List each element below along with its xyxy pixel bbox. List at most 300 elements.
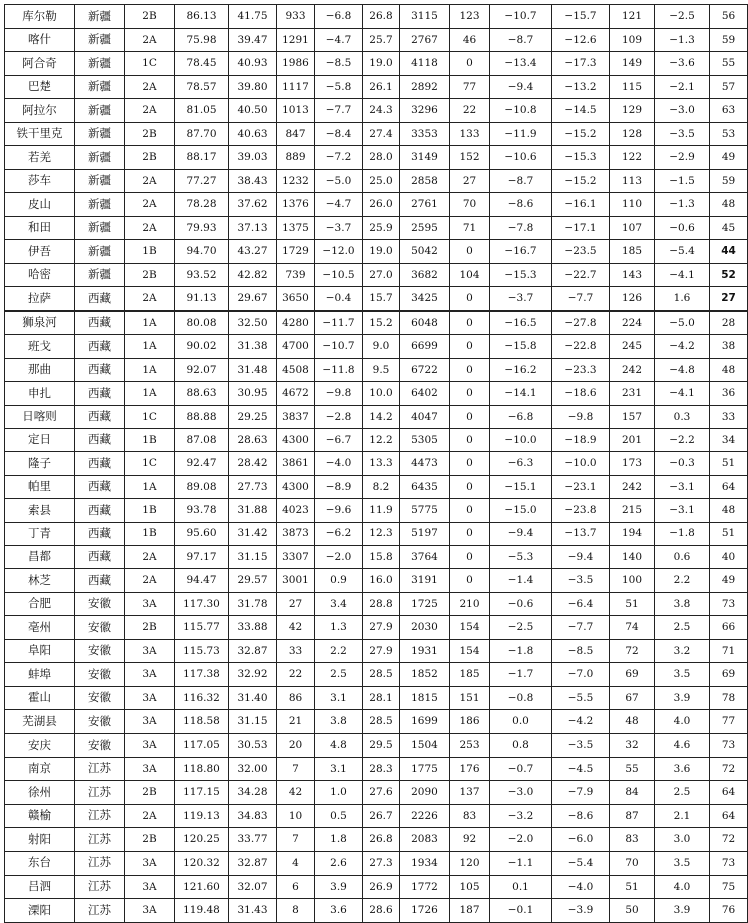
data-cell: 4.0	[655, 875, 710, 899]
data-cell: −1.8	[490, 639, 552, 663]
data-cell: −3.7	[490, 287, 552, 311]
data-cell: −3.1	[655, 475, 710, 498]
data-cell: 32.07	[229, 875, 277, 899]
table-row	[5, 428, 748, 451]
table-row	[5, 733, 748, 757]
data-cell: 2595	[400, 216, 450, 240]
data-cell: 51	[610, 875, 655, 899]
data-cell: 0	[450, 545, 490, 568]
data-cell: 117.38	[175, 663, 229, 687]
data-cell: 32	[610, 733, 655, 757]
data-cell: −1.8	[655, 522, 710, 545]
data-cell: 6	[277, 875, 315, 899]
data-cell: 176	[450, 757, 490, 781]
table-row	[5, 569, 748, 592]
province-cell: 西藏	[75, 522, 125, 545]
province-cell: 新疆	[75, 146, 125, 170]
data-cell: 3.1	[315, 757, 363, 781]
data-cell: 2761	[400, 193, 450, 217]
province-cell: 西藏	[75, 312, 125, 335]
data-cell: 63	[710, 99, 748, 123]
data-cell: −6.2	[315, 522, 363, 545]
data-cell: 28.5	[363, 710, 400, 734]
data-cell: 3.9	[655, 686, 710, 710]
data-cell: 109	[610, 28, 655, 52]
data-cell: 110	[610, 193, 655, 217]
data-cell: −8.7	[490, 169, 552, 193]
data-cell: −11.7	[315, 312, 363, 335]
data-cell: −0.3	[655, 452, 710, 475]
data-cell: 26.0	[363, 193, 400, 217]
data-cell: −15.3	[490, 263, 552, 287]
data-cell: −0.6	[490, 592, 552, 615]
data-cell: 1A	[125, 358, 175, 381]
data-cell: −17.3	[552, 52, 610, 76]
data-cell: −0.6	[655, 216, 710, 240]
data-cell: −15.3	[552, 146, 610, 170]
data-cell: 87.08	[175, 428, 229, 451]
data-cell: 120.25	[175, 828, 229, 852]
data-cell: 215	[610, 499, 655, 522]
data-cell: −23.5	[552, 240, 610, 264]
data-cell: 91.13	[175, 287, 229, 311]
station-name-cell: 狮泉河	[5, 312, 75, 335]
data-cell: 0	[450, 240, 490, 264]
data-cell: 1A	[125, 335, 175, 358]
data-cell: 28	[710, 312, 748, 335]
data-cell: −2.2	[655, 428, 710, 451]
data-cell: 25.9	[363, 216, 400, 240]
data-cell: 74	[610, 616, 655, 640]
data-cell: −12.0	[315, 240, 363, 264]
data-cell: 29.57	[229, 569, 277, 592]
data-cell: 1772	[400, 875, 450, 899]
data-cell: 71	[450, 216, 490, 240]
data-cell: 40.93	[229, 52, 277, 76]
data-cell: −13.2	[552, 75, 610, 99]
data-cell: −4.1	[655, 382, 710, 405]
data-cell: 94.47	[175, 569, 229, 592]
data-cell: 64	[710, 781, 748, 805]
data-cell: 4473	[400, 452, 450, 475]
table-row	[5, 240, 748, 264]
data-cell: 14.2	[363, 405, 400, 428]
data-cell: 48	[710, 499, 748, 522]
data-cell: −2.0	[490, 828, 552, 852]
table-row	[5, 52, 748, 76]
data-cell: 0	[450, 405, 490, 428]
province-cell: 西藏	[75, 452, 125, 475]
data-cell: −1.5	[655, 169, 710, 193]
data-cell: −8.7	[490, 28, 552, 52]
data-cell: 117.05	[175, 733, 229, 757]
data-cell: 15.2	[363, 312, 400, 335]
province-cell: 江苏	[75, 757, 125, 781]
data-cell: −3.2	[490, 804, 552, 828]
data-cell: 48	[710, 193, 748, 217]
data-cell: −3.9	[552, 899, 610, 923]
data-cell: 1232	[277, 169, 315, 193]
data-cell: 0	[450, 499, 490, 522]
data-cell: 1815	[400, 686, 450, 710]
data-cell: −3.7	[315, 216, 363, 240]
data-cell: 118.80	[175, 757, 229, 781]
data-cell: −11.9	[490, 122, 552, 146]
data-cell: 2A	[125, 75, 175, 99]
data-cell: 70	[450, 193, 490, 217]
data-cell: 41.75	[229, 5, 277, 29]
data-cell: 4118	[400, 52, 450, 76]
data-cell: −5.8	[315, 75, 363, 99]
data-cell: 4023	[277, 499, 315, 522]
data-cell: 31.40	[229, 686, 277, 710]
data-cell: 51	[710, 522, 748, 545]
data-cell: 94.70	[175, 240, 229, 264]
data-cell: 59	[710, 28, 748, 52]
data-cell: 88.17	[175, 146, 229, 170]
data-cell: 115	[610, 75, 655, 99]
data-cell: −0.8	[490, 686, 552, 710]
province-cell: 新疆	[75, 216, 125, 240]
data-cell: 2A	[125, 216, 175, 240]
data-cell: 26.7	[363, 804, 400, 828]
data-cell: −23.3	[552, 358, 610, 381]
data-cell: 120.32	[175, 851, 229, 875]
data-cell: 4.6	[655, 733, 710, 757]
table-row	[5, 287, 748, 311]
data-cell: 27.9	[363, 616, 400, 640]
province-cell: 西藏	[75, 335, 125, 358]
table-row	[5, 28, 748, 52]
data-cell: 133	[450, 122, 490, 146]
data-cell: 38.43	[229, 169, 277, 193]
data-cell: 3650	[277, 287, 315, 311]
data-cell: 43.27	[229, 240, 277, 264]
data-cell: 31.38	[229, 335, 277, 358]
data-cell: −6.0	[552, 828, 610, 852]
data-cell: 83	[450, 804, 490, 828]
data-cell: 27.4	[363, 122, 400, 146]
data-cell: −22.8	[552, 335, 610, 358]
station-name-cell: 芜湖县	[5, 710, 75, 734]
station-name-cell: 库尔勒	[5, 5, 75, 29]
data-cell: 4280	[277, 312, 315, 335]
data-cell: −7.7	[315, 99, 363, 123]
data-cell: −2.9	[655, 146, 710, 170]
data-cell: 1504	[400, 733, 450, 757]
data-cell: 3115	[400, 5, 450, 29]
data-cell: 3296	[400, 99, 450, 123]
data-cell: −15.2	[552, 169, 610, 193]
data-cell: 3.6	[315, 899, 363, 923]
data-cell: 19.0	[363, 240, 400, 264]
table-row	[5, 545, 748, 568]
data-cell: 4672	[277, 382, 315, 405]
data-cell: 73	[710, 592, 748, 615]
data-cell: 1B	[125, 499, 175, 522]
data-cell: −5.0	[315, 169, 363, 193]
data-cell: 81.05	[175, 99, 229, 123]
station-name-cell: 蚌埠	[5, 663, 75, 687]
data-cell: −2.1	[655, 75, 710, 99]
data-cell: 49	[710, 569, 748, 592]
data-cell: 25.0	[363, 169, 400, 193]
province-cell: 西藏	[75, 569, 125, 592]
province-cell: 新疆	[75, 52, 125, 76]
data-cell: −4.0	[315, 452, 363, 475]
data-cell: 1B	[125, 240, 175, 264]
data-cell: 187	[450, 899, 490, 923]
station-name-cell: 那曲	[5, 358, 75, 381]
data-cell: 3A	[125, 875, 175, 899]
data-cell: −1.7	[490, 663, 552, 687]
data-cell: 31.15	[229, 710, 277, 734]
data-cell: −4.2	[552, 710, 610, 734]
data-cell: 8	[277, 899, 315, 923]
data-cell: −22.7	[552, 263, 610, 287]
data-cell: 86.13	[175, 5, 229, 29]
data-cell: 73	[710, 733, 748, 757]
climate-table-block-3	[4, 615, 748, 923]
data-cell: 140	[610, 545, 655, 568]
data-cell: 0.5	[315, 804, 363, 828]
data-cell: 3682	[400, 263, 450, 287]
data-cell: 33.88	[229, 616, 277, 640]
data-cell: 115.73	[175, 639, 229, 663]
station-name-cell: 东台	[5, 851, 75, 875]
data-cell: 46	[450, 28, 490, 52]
data-cell: 69	[710, 663, 748, 687]
data-cell: 121.60	[175, 875, 229, 899]
data-cell: 71	[710, 639, 748, 663]
data-cell: 1.6	[655, 287, 710, 311]
data-cell: 3861	[277, 452, 315, 475]
data-cell: 26.8	[363, 5, 400, 29]
data-cell: 1775	[400, 757, 450, 781]
data-cell: 64	[710, 475, 748, 498]
data-cell: 97.17	[175, 545, 229, 568]
data-cell: 0.6	[655, 545, 710, 568]
station-name-cell: 赣榆	[5, 804, 75, 828]
data-cell: 2.2	[655, 569, 710, 592]
data-cell: 1.3	[315, 616, 363, 640]
data-cell: 45	[710, 216, 748, 240]
data-cell: 0	[450, 428, 490, 451]
data-cell: 77.27	[175, 169, 229, 193]
data-cell: −11.8	[315, 358, 363, 381]
data-cell: 242	[610, 358, 655, 381]
data-cell: 1852	[400, 663, 450, 687]
data-cell: 157	[610, 405, 655, 428]
data-cell: 31.48	[229, 358, 277, 381]
data-cell: −9.4	[490, 75, 552, 99]
data-cell: 1A	[125, 312, 175, 335]
station-name-cell: 班戈	[5, 335, 75, 358]
data-cell: −16.7	[490, 240, 552, 264]
station-name-cell: 阜阳	[5, 639, 75, 663]
data-cell: 123	[450, 5, 490, 29]
data-cell: 2030	[400, 616, 450, 640]
station-name-cell: 射阳	[5, 828, 75, 852]
data-cell: 2A	[125, 545, 175, 568]
data-cell: 3873	[277, 522, 315, 545]
data-cell: 3.6	[655, 757, 710, 781]
data-cell: 89.08	[175, 475, 229, 498]
data-cell: −7.9	[552, 781, 610, 805]
data-cell: −5.4	[552, 851, 610, 875]
data-cell: 66	[710, 616, 748, 640]
data-cell: 11.9	[363, 499, 400, 522]
data-cell: −3.0	[655, 99, 710, 123]
data-cell: 3.9	[315, 875, 363, 899]
data-cell: −1.3	[655, 193, 710, 217]
station-name-cell: 和田	[5, 216, 75, 240]
data-cell: 27	[450, 169, 490, 193]
data-cell: −15.0	[490, 499, 552, 522]
data-cell: 5775	[400, 499, 450, 522]
data-cell: 3A	[125, 899, 175, 923]
data-cell: 39.47	[229, 28, 277, 52]
data-cell: 3A	[125, 710, 175, 734]
data-cell: 42	[277, 781, 315, 805]
data-cell: 32.50	[229, 312, 277, 335]
data-cell: 92.07	[175, 358, 229, 381]
data-cell: 25.7	[363, 28, 400, 52]
data-cell: 70	[610, 851, 655, 875]
data-cell: 59	[710, 169, 748, 193]
data-cell: −2.8	[315, 405, 363, 428]
table-row	[5, 382, 748, 405]
data-cell: 7	[277, 828, 315, 852]
climate-table-block-1	[4, 4, 748, 311]
data-cell: 49	[710, 146, 748, 170]
data-cell: 242	[610, 475, 655, 498]
station-name-cell: 隆子	[5, 452, 75, 475]
data-cell: 0	[450, 522, 490, 545]
table-row	[5, 475, 748, 498]
province-cell: 新疆	[75, 28, 125, 52]
data-cell: 32.87	[229, 639, 277, 663]
table-row	[5, 146, 748, 170]
data-cell: −3.1	[655, 499, 710, 522]
data-cell: 6699	[400, 335, 450, 358]
table-row	[5, 639, 748, 663]
data-cell: 77	[710, 710, 748, 734]
data-cell: 3149	[400, 146, 450, 170]
data-cell: 115.77	[175, 616, 229, 640]
data-cell: 5042	[400, 240, 450, 264]
data-cell: −2.5	[490, 616, 552, 640]
table-row	[5, 216, 748, 240]
station-name-cell: 定日	[5, 428, 75, 451]
data-cell: −6.3	[490, 452, 552, 475]
data-cell: −9.4	[490, 522, 552, 545]
data-cell: 0.8	[490, 733, 552, 757]
data-cell: 2A	[125, 99, 175, 123]
data-cell: 1.0	[315, 781, 363, 805]
data-cell: 12.2	[363, 428, 400, 451]
data-cell: 2A	[125, 569, 175, 592]
data-cell: 76	[710, 899, 748, 923]
climate-table-block-2	[4, 311, 748, 616]
data-cell: 56	[710, 5, 748, 29]
data-cell: −1.1	[490, 851, 552, 875]
data-cell: 3.1	[315, 686, 363, 710]
data-cell: −27.8	[552, 312, 610, 335]
data-cell: −23.1	[552, 475, 610, 498]
data-cell: 27.73	[229, 475, 277, 498]
data-cell: −10.0	[552, 452, 610, 475]
data-cell: 55	[610, 757, 655, 781]
data-cell: 93.78	[175, 499, 229, 522]
data-cell: 24.3	[363, 99, 400, 123]
data-cell: 6048	[400, 312, 450, 335]
data-cell: 3001	[277, 569, 315, 592]
data-cell: 3A	[125, 757, 175, 781]
data-cell: 113	[610, 169, 655, 193]
data-cell: 9.5	[363, 358, 400, 381]
province-cell: 安徽	[75, 686, 125, 710]
table-row	[5, 686, 748, 710]
data-cell: 104	[450, 263, 490, 287]
data-cell: 21	[277, 710, 315, 734]
data-cell: 1C	[125, 405, 175, 428]
province-cell: 江苏	[75, 828, 125, 852]
province-cell: 西藏	[75, 545, 125, 568]
table-row	[5, 875, 748, 899]
data-cell: 253	[450, 733, 490, 757]
data-cell: 92.47	[175, 452, 229, 475]
data-cell: 933	[277, 5, 315, 29]
province-cell: 安徽	[75, 710, 125, 734]
data-cell: −4.5	[552, 757, 610, 781]
data-cell: 48	[710, 358, 748, 381]
station-name-cell: 若羌	[5, 146, 75, 170]
data-cell: 78.57	[175, 75, 229, 99]
data-cell: −8.9	[315, 475, 363, 498]
data-cell: 27.0	[363, 263, 400, 287]
province-cell: 西藏	[75, 405, 125, 428]
data-cell: 1726	[400, 899, 450, 923]
data-cell: 2.5	[655, 616, 710, 640]
data-cell: 2A	[125, 287, 175, 311]
data-cell: −7.0	[552, 663, 610, 687]
data-cell: 51	[610, 592, 655, 615]
data-cell: −7.2	[315, 146, 363, 170]
data-cell: 52	[710, 263, 748, 287]
data-cell: −7.7	[552, 616, 610, 640]
data-cell: −16.5	[490, 312, 552, 335]
data-cell: −6.8	[315, 5, 363, 29]
data-cell: −8.5	[552, 639, 610, 663]
data-cell: 30.95	[229, 382, 277, 405]
data-cell: 186	[450, 710, 490, 734]
data-cell: 34	[710, 428, 748, 451]
table-row	[5, 828, 748, 852]
station-name-cell: 溧阳	[5, 899, 75, 923]
station-name-cell: 申扎	[5, 382, 75, 405]
data-cell: 28.6	[363, 899, 400, 923]
data-cell: 48	[610, 710, 655, 734]
data-cell: 78	[710, 686, 748, 710]
data-cell: 0	[450, 287, 490, 311]
data-cell: 29.67	[229, 287, 277, 311]
data-cell: −6.4	[552, 592, 610, 615]
data-cell: −1.3	[655, 28, 710, 52]
data-cell: −9.6	[315, 499, 363, 522]
data-cell: 3A	[125, 663, 175, 687]
data-cell: 105	[450, 875, 490, 899]
